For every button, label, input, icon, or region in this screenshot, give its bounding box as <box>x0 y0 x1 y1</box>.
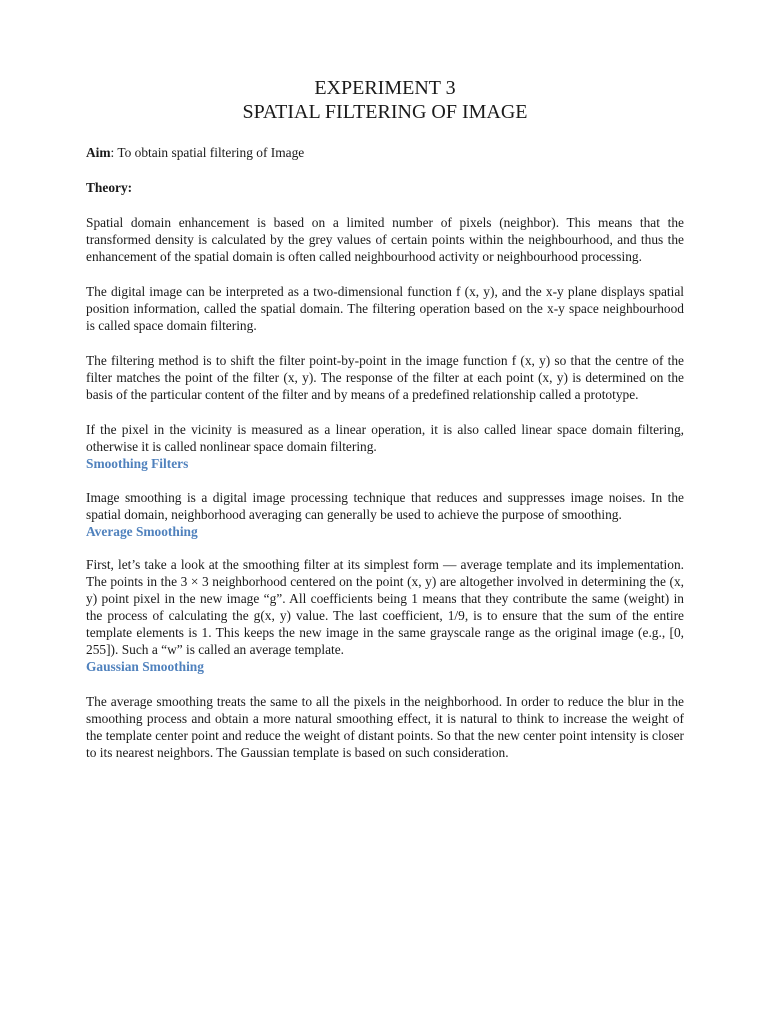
page-title <box>86 76 684 124</box>
theory-paragraph-3: The filtering method is to shift the filter point-by-point in the image function f (x, y) so that the centre of the filter matches the point of the filter (x, y). The response of the filter at each point (x, y) is determined on the basis of the particular content of the filter and by means of a predefined relationship called a prototype. <box>86 353 684 402</box>
gaussian-smoothing-paragraph: The average smoothing treats the same to all the pixels in the neighborhood. In order to reduce the blur in the smoothing process and obtain a more natural smoothing effect, it is natural to think to increase the weight of the template center point and reduce the weight of distant points. So that the new center point intensity is closer to its nearest neighbors. The Gaussian template is based on such consideration. <box>86 694 684 760</box>
theory-heading: Theory: <box>86 180 133 195</box>
theory-paragraph-1: Spatial domain enhancement is based on a limited number of pixels (neighbor). This means that the transformed density is calculated by the grey values of certain points within the neighbourhood, and thus the enhancement of the spatial domain is often called neighbourhood activity or neighbourhood processing. <box>86 215 684 264</box>
aim-paragraph <box>86 144 684 161</box>
theory-paragraph-2: The digital image can be interpreted as a two-dimensional function f (x, y), and the x-y plane displays spatial position information, called the spatial domain. The filtering operation based on the x-y space neighbourhood is called space domain filtering. <box>86 284 684 333</box>
title-line-1: EXPERIMENT 3 <box>314 77 456 99</box>
aim-text: : To obtain spatial filtering of Image <box>110 145 305 160</box>
smoothing-paragraph: Image smoothing is a digital image processing technique that reduces and suppresses image noises. In the spatial domain, neighborhood averaging can generally be used to achieve the purpose of smoothing. <box>86 490 684 522</box>
average-smoothing-heading: Average Smoothing <box>86 524 198 539</box>
title-line-2: SPATIAL FILTERING OF IMAGE <box>242 101 528 123</box>
gaussian-smoothing-heading: Gaussian Smoothing <box>86 659 204 674</box>
average-smoothing-paragraph: First, let’s take a look at the smoothing filter at its simplest form — average template and its implementation. The points in the 3 × 3 neighborhood centered on the point (x, y) are altogether involved in determining the (x, y) point pixel in the new image “g”. All coefficients being 1 means that they contribute the same (weight) in the process of calculating the g(x, y) value. The last coefficient, 1/9, is to ensure that the sum of the entire template elements is 1. This keeps the new image in the same grayscale range as the original image (e.g., [0, 255]). Such a “w” is called an average template. <box>86 557 684 657</box>
theory-paragraph-4: If the pixel in the vicinity is measured as a linear operation, it is also called linear space domain filtering, otherwise it is called nonlinear space domain filtering. <box>86 422 684 454</box>
smoothing-filters-heading: Smoothing Filters <box>86 456 189 471</box>
aim-label: Aim <box>86 145 111 160</box>
